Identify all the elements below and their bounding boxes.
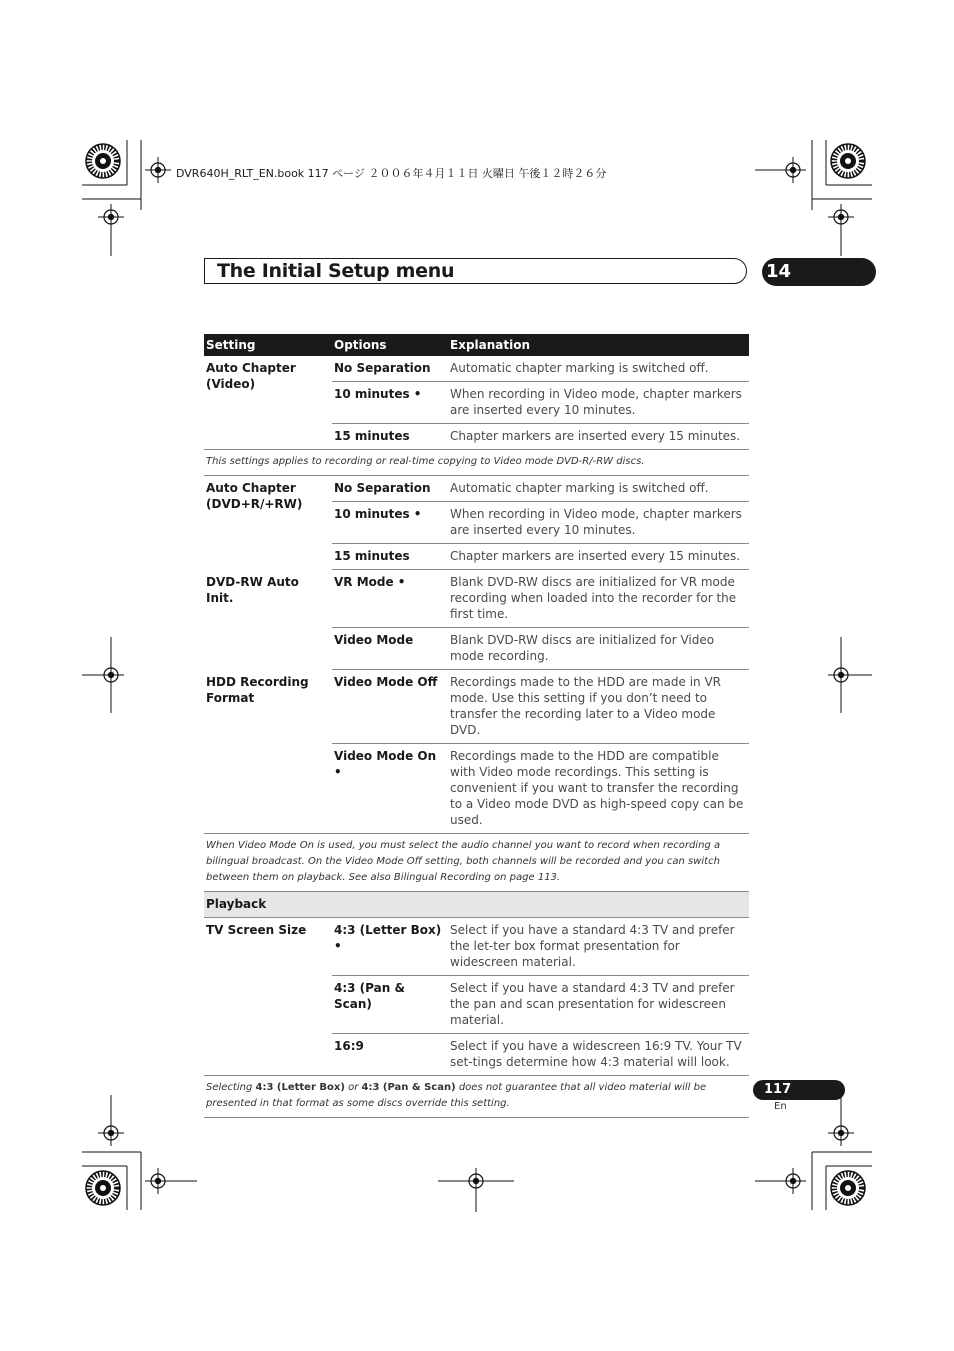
crop-mark-bottom-center <box>438 1168 514 1212</box>
table-note-row <box>204 450 749 476</box>
note-hdd-recording-format: When Video Mode On is used, you must select the audio channel you want to record when recording a bilingual broadcast. On the Video Mode Off setting, both channels will be recorded and you can switch between them on playback. See also Bilingual Recording on page 113. <box>204 834 749 892</box>
note-tv-screen-size <box>204 1076 749 1118</box>
crop-mark-bottom-left <box>82 1095 197 1210</box>
explanation-cell: Recordings made to the HDD are compatible with Video mode recordings. This setting is convenient if you want to transfer the recording to a Video mode DVD as high-speed copy can be used. <box>448 744 749 834</box>
note-bold-term: 4:3 (Pan & Scan) <box>361 1082 456 1093</box>
option-cell: Video Mode Off <box>332 670 448 744</box>
explanation-cell: Blank DVD-RW discs are initialized for Video mode recording. <box>448 628 749 670</box>
option-cell: 15 minutes <box>332 424 448 450</box>
table-note-row <box>204 1076 749 1118</box>
table-row <box>204 570 749 628</box>
explanation-cell: Select if you have a widescreen 16:9 TV. Your TV set-tings determine how 4:3 material will look. <box>448 1034 749 1076</box>
explanation-cell: Select if you have a standard 4:3 TV and prefer the let-ter box format presentation for widescreen material. <box>448 918 749 976</box>
section-row <box>204 892 749 918</box>
option-cell: 4:3 (Pan & Scan) <box>332 976 448 1034</box>
initial-setup-table <box>204 334 749 1118</box>
option-cell: 15 minutes <box>332 544 448 570</box>
explanation-cell: Select if you have a standard 4:3 TV and prefer the pan and scan presentation for widescreen material. <box>448 976 749 1034</box>
setting-hdd-recording-format: HDD Recording Format <box>204 670 332 834</box>
note-text: or <box>344 1082 362 1093</box>
header-options: Options <box>332 334 448 356</box>
option-cell: Video Mode <box>332 628 448 670</box>
explanation-cell: Chapter markers are inserted every 15 minutes. <box>448 424 749 450</box>
table-row <box>204 670 749 744</box>
note-auto-chapter-video: This settings applies to recording or real-time copying to Video mode DVD-R/-RW discs. <box>204 450 749 476</box>
explanation-cell: When recording in Video mode, chapter markers are inserted every 10 minutes. <box>448 502 749 544</box>
header-setting: Setting <box>204 334 332 356</box>
option-cell: Video Mode On • <box>332 744 448 834</box>
option-cell: 16:9 <box>332 1034 448 1076</box>
note-text: does not guarantee that all video material will be presented in that format as some discs override this setting. <box>206 1082 707 1109</box>
explanation-cell: Automatic chapter marking is switched off. <box>448 476 749 502</box>
explanation-cell: Chapter markers are inserted every 15 minutes. <box>448 544 749 570</box>
chapter-number-badge: 14 <box>762 258 876 286</box>
section-playback: Playback <box>204 892 749 918</box>
option-cell: 10 minutes • <box>332 382 448 424</box>
table-row <box>204 918 749 976</box>
page-language-code: En <box>774 1101 787 1112</box>
option-cell: 4:3 (Letter Box) • <box>332 918 448 976</box>
table-row <box>204 476 749 502</box>
table-note-row <box>204 834 749 892</box>
table-row <box>204 356 749 382</box>
option-cell: 10 minutes • <box>332 502 448 544</box>
crop-mark-top-left <box>82 140 171 256</box>
option-cell: No Separation <box>332 476 448 502</box>
setting-dvd-rw-auto-init: DVD-RW Auto Init. <box>206 574 299 605</box>
chapter-title: The Initial Setup menu <box>217 260 455 282</box>
chapter-header-bar <box>204 258 747 284</box>
setting-auto-chapter-dvd: Auto Chapter (DVD+R/+RW) <box>206 481 303 511</box>
explanation-cell: When recording in Video mode, chapter markers are inserted every 10 minutes. <box>448 382 749 424</box>
setting-tv-screen-size: TV Screen Size <box>204 918 332 1076</box>
page-number-badge: 117 <box>753 1080 845 1100</box>
note-text: Selecting <box>206 1082 256 1093</box>
option-cell: No Separation <box>332 356 448 382</box>
header-explanation: Explanation <box>448 334 749 356</box>
note-bold-term: 4:3 (Letter Box) <box>255 1082 345 1093</box>
explanation-cell: Recordings made to the HDD are made in VR mode. Use this setting if you don’t need to transfer the recording later to a Video mode DVD. <box>448 670 749 744</box>
option-cell: VR Mode • <box>332 570 448 628</box>
crop-mark-bottom-right <box>755 1095 872 1210</box>
setting-auto-chapter-video: Auto Chapter (Video) <box>204 356 332 450</box>
crop-mark-top-right <box>755 140 872 256</box>
print-file-header: DVR640H_RLT_EN.book 117 ページ ２００６年４月１１日 火曜日 午後１２時２６分 <box>176 167 607 180</box>
explanation-cell: Automatic chapter marking is switched off. <box>448 356 749 382</box>
table-header-row <box>204 334 749 356</box>
explanation-cell: Blank DVD-RW discs are initialized for VR mode recording when loaded into the recorder for the first time. <box>448 570 749 628</box>
